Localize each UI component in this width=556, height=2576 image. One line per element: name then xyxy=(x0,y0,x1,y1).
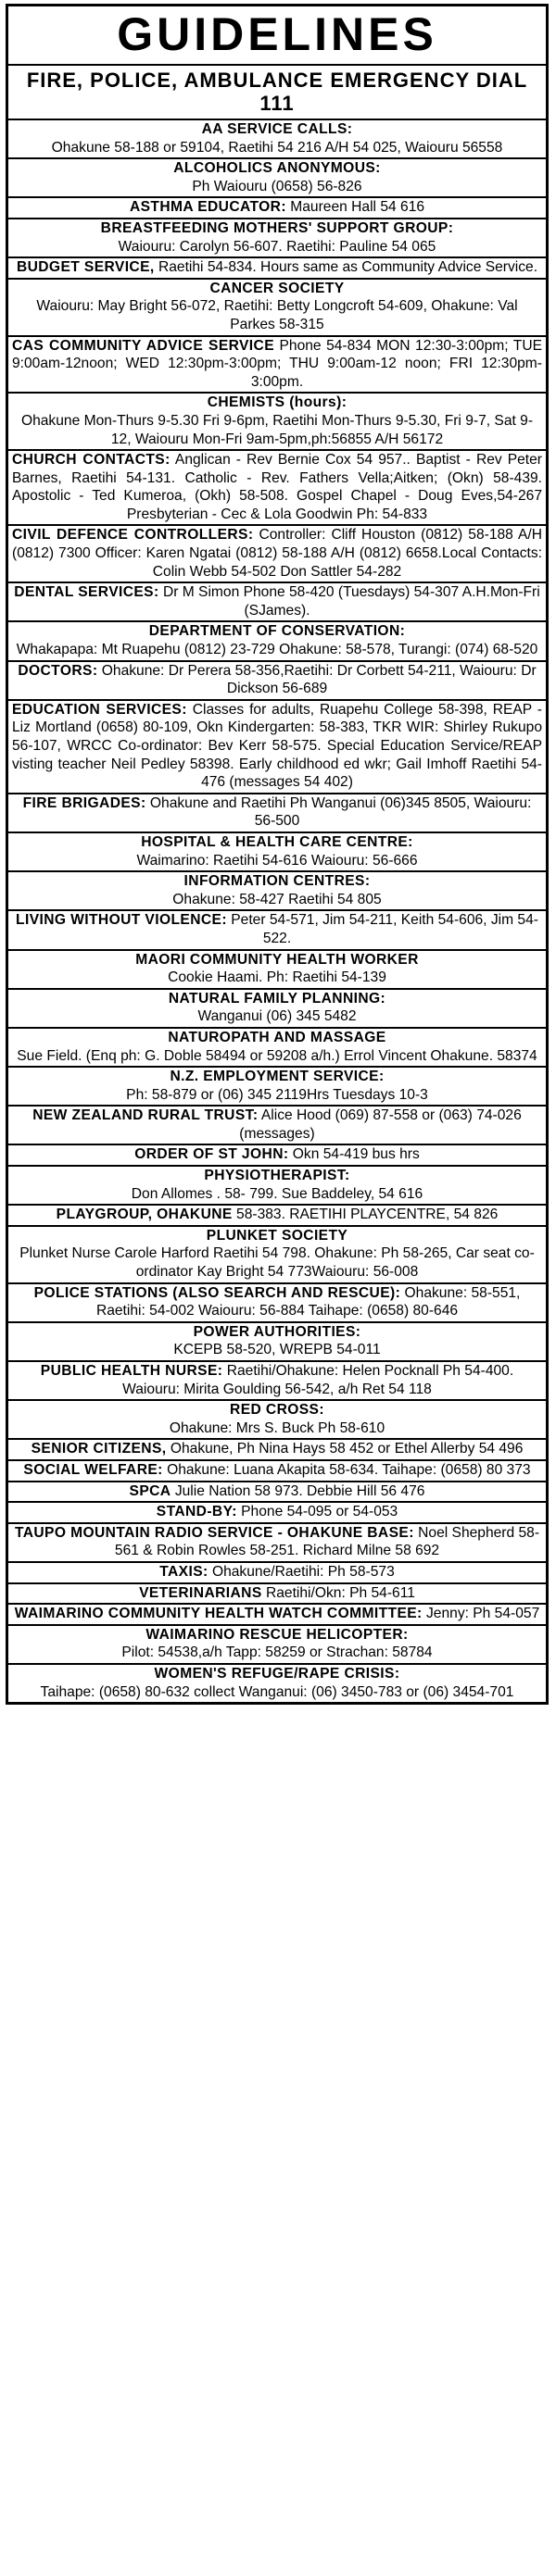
entry-heading: SPCA xyxy=(129,1482,171,1499)
entry-details: Ohakune: Luana Akapita 58-634. Taihape: (0658) 80 373 xyxy=(167,1461,531,1478)
entry-details: Ohakune, Ph Nina Hays 58 452 or Ethel Allerby 54 496 xyxy=(170,1441,524,1457)
entry-heading: AA SERVICE CALLS: xyxy=(201,121,353,137)
directory-entry xyxy=(8,1206,546,1227)
directory-entry xyxy=(8,951,546,990)
directory-entry xyxy=(8,833,546,872)
entry-details: Taihape: (0658) 80-632 collect Wanganui: (06) 3450-783 or (06) 3454-701 xyxy=(40,1683,514,1700)
entry-heading: VETERINARIANS xyxy=(139,1584,262,1601)
directory-entry xyxy=(8,1107,546,1145)
entry-details: Alice Hood (069) 87-558 or (063) 74-026 (messages) xyxy=(239,1107,522,1142)
entry-heading: LIVING WITHOUT VIOLENCE: xyxy=(16,912,227,929)
entry-details: Raetihi/Ohakune: Helen Pocknall Ph 54-400. Waiouru: Mirita Goulding 56-542, a/h Ret 54 118 xyxy=(122,1363,514,1397)
entry-heading: NATUROPATH AND MASSAGE xyxy=(168,1029,386,1045)
entry-heading: CIVIL DEFENCE CONTROLLERS: xyxy=(12,527,254,544)
directory-entry xyxy=(8,159,546,198)
entry-heading: N.Z. EMPLOYMENT SERVICE: xyxy=(170,1069,385,1085)
entry-details: Dr M Simon Phone 58-420 (Tuesdays) 54-307 A.H.Mon-Fri (SJames). xyxy=(162,584,540,619)
entry-heading: EDUCATION SERVICES: xyxy=(12,701,187,718)
directory-entry xyxy=(8,1503,546,1524)
directory-entry xyxy=(8,911,546,950)
entry-details: Controller: Cliff Houston (0812) 58-188 A/H (0812) 7300 Officer: Karen Ngatai (0812) 58-188 A/H (0812) 6658.Local Contacts: Colin Webb 54-502 Don Sattler 54-282 xyxy=(12,527,543,580)
entry-heading: POWER AUTHORITIES: xyxy=(193,1323,361,1340)
directory-entry xyxy=(8,1145,546,1167)
directory-entry xyxy=(8,451,546,526)
entry-details: Raetihi/Okn: Ph 54-611 xyxy=(265,1584,415,1601)
directory-entry xyxy=(8,701,546,794)
entry-heading: CANCER SOCIETY xyxy=(209,280,345,296)
directory-entry xyxy=(8,1068,546,1107)
directory-entry xyxy=(8,1284,546,1323)
directory-entry xyxy=(8,198,546,219)
entry-heading: BREASTFEEDING MOTHERS' SUPPORT GROUP: xyxy=(100,219,454,236)
entry-heading: CHURCH CONTACTS: xyxy=(12,452,171,469)
entry-details: Phone 54-095 or 54-053 xyxy=(241,1504,398,1520)
directory-entry xyxy=(8,1029,546,1068)
directory-entry xyxy=(8,1362,546,1401)
directory-entry xyxy=(8,1605,546,1626)
entry-heading: TAXIS: xyxy=(159,1563,208,1580)
directory-entry xyxy=(8,1461,546,1482)
entry-details: Ohakune: Dr Perera 58-356,Raetihi: Dr Corbett 54-211, Waiouru: Dr Dickson 56-689 xyxy=(101,662,537,697)
directory-entry xyxy=(8,1440,546,1461)
directory-entry xyxy=(8,1323,546,1362)
entry-heading: HOSPITAL & HEALTH CARE CENTRE: xyxy=(141,833,413,850)
entry-details: KCEPB 58-520, WREPB 54-011 xyxy=(173,1342,381,1358)
entry-heading: POLICE STATIONS (ALSO SEARCH AND RESCUE): xyxy=(33,1284,401,1301)
entry-details: Whakapapa: Mt Ruapehu (0812) 23-729 Ohakune: 58-578, Turangi: (074) 68-520 xyxy=(16,642,538,658)
entry-heading: PUBLIC HEALTH NURSE: xyxy=(40,1363,223,1379)
directory-entry xyxy=(8,662,546,701)
directory-entry xyxy=(8,337,546,394)
directory-entry xyxy=(8,394,546,451)
entry-details: Ohakune/Raetihi: Ph 58-573 xyxy=(211,1563,395,1580)
entry-details: Ohakune: 58-551, Raetihi: 54-002 Waiouru: 56-884 Taihape: (0658) 80-646 xyxy=(95,1284,521,1319)
entry-details: Sue Field. (Enq ph: G. Doble 58494 or 59208 a/h.) Errol Vincent Ohakune. 58374 xyxy=(17,1047,537,1064)
entry-heading: WOMEN'S REFUGE/RAPE CRISIS: xyxy=(154,1665,400,1682)
entry-details: Wanganui (06) 345 5482 xyxy=(197,1008,357,1025)
entry-heading: CAS COMMUNITY ADVICE SERVICE xyxy=(12,337,274,354)
entry-heading: RED CROSS: xyxy=(230,1402,324,1419)
entry-details: Ohakune Mon-Thurs 9-5.30 Fri 9-6pm, Raetihi Mon-Thurs 9-5.30, Fri 9-7, Sat 9-12, Waiouru Mon-Fri 9am-5pm,ph:56855 A/H 56172 xyxy=(20,412,534,447)
entry-heading: DOCTORS: xyxy=(18,662,98,679)
entry-heading: PHYSIOTHERAPIST: xyxy=(204,1168,350,1184)
directory-entry xyxy=(8,622,546,661)
entry-details: 58-383. RAETIHI PLAYCENTRE, 54 826 xyxy=(236,1207,499,1223)
entry-heading: ORDER OF ST JOHN: xyxy=(134,1146,289,1163)
entry-details: Waiouru: Carolyn 56-607. Raetihi: Pauline 54 065 xyxy=(118,238,436,255)
entry-details: Maureen Hall 54 616 xyxy=(290,199,425,216)
entry-heading: FIRE BRIGADES: xyxy=(22,794,146,811)
entry-details: Ph Waiouru (0658) 56-826 xyxy=(192,178,362,194)
entry-heading: TAUPO MOUNTAIN RADIO SERVICE - OHAKUNE BASE: xyxy=(14,1524,414,1541)
entry-heading: BUDGET SERVICE, xyxy=(16,259,155,276)
directory-entry xyxy=(8,583,546,622)
entry-heading: NEW ZEALAND RURAL TRUST: xyxy=(32,1107,259,1124)
entry-details: Ohakune: 58-427 Raetihi 54 805 xyxy=(172,891,382,907)
entry-heading: DEPARTMENT OF CONSERVATION: xyxy=(148,623,406,640)
directory-entry xyxy=(8,1626,546,1665)
directory-entry xyxy=(8,1482,546,1504)
entry-details: Plunket Nurse Carole Harford Raetihi 54 798. Ohakune: Ph 58-265, Car seat co-ordinator Kay Bright 54 773Waiouru: 56-008 xyxy=(19,1245,535,1281)
directory-entry xyxy=(8,526,546,583)
entry-list xyxy=(8,120,546,1702)
entry-details: Ohakune and Raetihi Ph Wanganui (06)345 8505, Waiouru: 56-500 xyxy=(149,794,532,830)
entry-details: Don Allomes . 58- 799. Sue Baddeley, 54 616 xyxy=(131,1185,423,1202)
entry-heading: PLAYGROUP, OHAKUNE xyxy=(56,1207,233,1223)
directory-entry xyxy=(8,1665,546,1702)
entry-heading: PLUNKET SOCIETY xyxy=(206,1227,348,1244)
entry-details: Julie Nation 58 973. Debbie Hill 56 476 xyxy=(174,1482,425,1499)
entry-details: Waiouru: May Bright 56-072, Raetihi: Betty Longcroft 54-609, Ohakune: Val Parkes 58-315 xyxy=(36,298,518,332)
entry-details: Ohakune 58-188 or 59104, Raetihi 54 216 A/H 54 025, Waiouru 56558 xyxy=(51,139,503,156)
entry-heading: CHEMISTS (hours): xyxy=(207,394,348,411)
emergency-banner: FIRE, POLICE, AMBULANCE EMERGENCY DIAL 111 xyxy=(8,66,546,120)
directory-entry xyxy=(8,990,546,1029)
entry-heading: NATURAL FAMILY PLANNING: xyxy=(168,990,386,1007)
guidelines-panel xyxy=(6,4,549,1705)
entry-details: Cookie Haami. Ph: Raetihi 54-139 xyxy=(168,969,386,986)
entry-details: Noel Shepherd 58-561 & Robin Rowles 58-251. Richard Milne 58 692 xyxy=(114,1524,540,1559)
entry-heading: SOCIAL WELFARE: xyxy=(23,1461,163,1478)
directory-entry xyxy=(8,258,546,280)
entry-details: Waimarino: Raetihi 54-616 Waiouru: 56-666 xyxy=(136,852,418,869)
directory-entry xyxy=(8,120,546,159)
entry-details: Anglican - Rev Bernie Cox 54 957.. Baptist - Rev Peter Barnes, Raetihi 54-131. Catholic - Rev. Fathers Vella;Aitken; (Okn) 58-439. Apostolic - Ted Kumeroa, (Okh) 58-508. Gospel Chapel - Doug Eves,54-267 Presbyterian - Cec & Lola Goodwin Ph: 54-833 xyxy=(12,452,543,522)
entry-details: Ohakune: Mrs S. Buck Ph 58-610 xyxy=(169,1419,385,1436)
entry-heading: STAND-BY: xyxy=(156,1504,237,1520)
entry-heading: INFORMATION CENTRES: xyxy=(183,873,371,890)
entry-heading: WAIMARINO COMMUNITY HEALTH WATCH COMMITTEE: xyxy=(14,1606,423,1622)
directory-entry xyxy=(8,280,546,337)
entry-details: Jenny: Ph 54-057 xyxy=(426,1606,540,1622)
entry-details: Phone 54-834 MON 12:30-3:00pm; TUE 9:00am-12noon; WED 12:30pm-3:00pm; THU 9:00am-12 noon; FRI 12:30pm-3:00pm. xyxy=(12,337,542,390)
entry-heading: ASTHMA EDUCATOR: xyxy=(129,199,286,216)
directory-entry xyxy=(8,872,546,911)
directory-entry xyxy=(8,1227,546,1284)
directory-entry xyxy=(8,1524,546,1563)
entry-heading: SENIOR CITIZENS, xyxy=(31,1441,167,1457)
entry-details: Ph: 58-879 or (06) 345 2119Hrs Tuesdays 10-3 xyxy=(126,1086,428,1103)
directory-entry xyxy=(8,794,546,833)
entry-heading: ALCOHOLICS ANONYMOUS: xyxy=(173,160,381,177)
directory-entry xyxy=(8,1584,546,1606)
entry-details: Classes for adults, Ruapehu College 58-398, REAP - Liz Mortland (0658) 80-109, Okn Kindergarten: 58-383, TKR WIR: Shirley Rukupo 56-107, WRCC Co-ordinator: Bev Kerr 58-575. Special Education Service/REAP visting teacher Neil Pedley 58398. Early childhood ed wkr; Gail Imhoff Raetihi 54-476 (messages 54 402) xyxy=(12,701,543,791)
entry-details: Okn 54-419 bus hrs xyxy=(292,1146,420,1163)
page-title: GUIDELINES xyxy=(8,6,546,66)
directory-entry xyxy=(8,219,546,258)
entry-heading: DENTAL SERVICES: xyxy=(14,584,159,601)
entry-heading: WAIMARINO RESCUE HELICOPTER: xyxy=(145,1626,409,1643)
directory-entry xyxy=(8,1563,546,1584)
directory-entry xyxy=(8,1167,546,1206)
entry-details: Pilot: 54538,a/h Tapp: 58259 or Strachan: 58784 xyxy=(121,1644,433,1661)
entry-details: Peter 54-571, Jim 54-211, Keith 54-606, Jim 54-522. xyxy=(231,912,538,946)
entry-heading: MAORI COMMUNITY HEALTH WORKER xyxy=(135,951,419,968)
directory-entry xyxy=(8,1401,546,1440)
entry-details: Raetihi 54-834. Hours same as Community Advice Service. xyxy=(158,259,538,276)
